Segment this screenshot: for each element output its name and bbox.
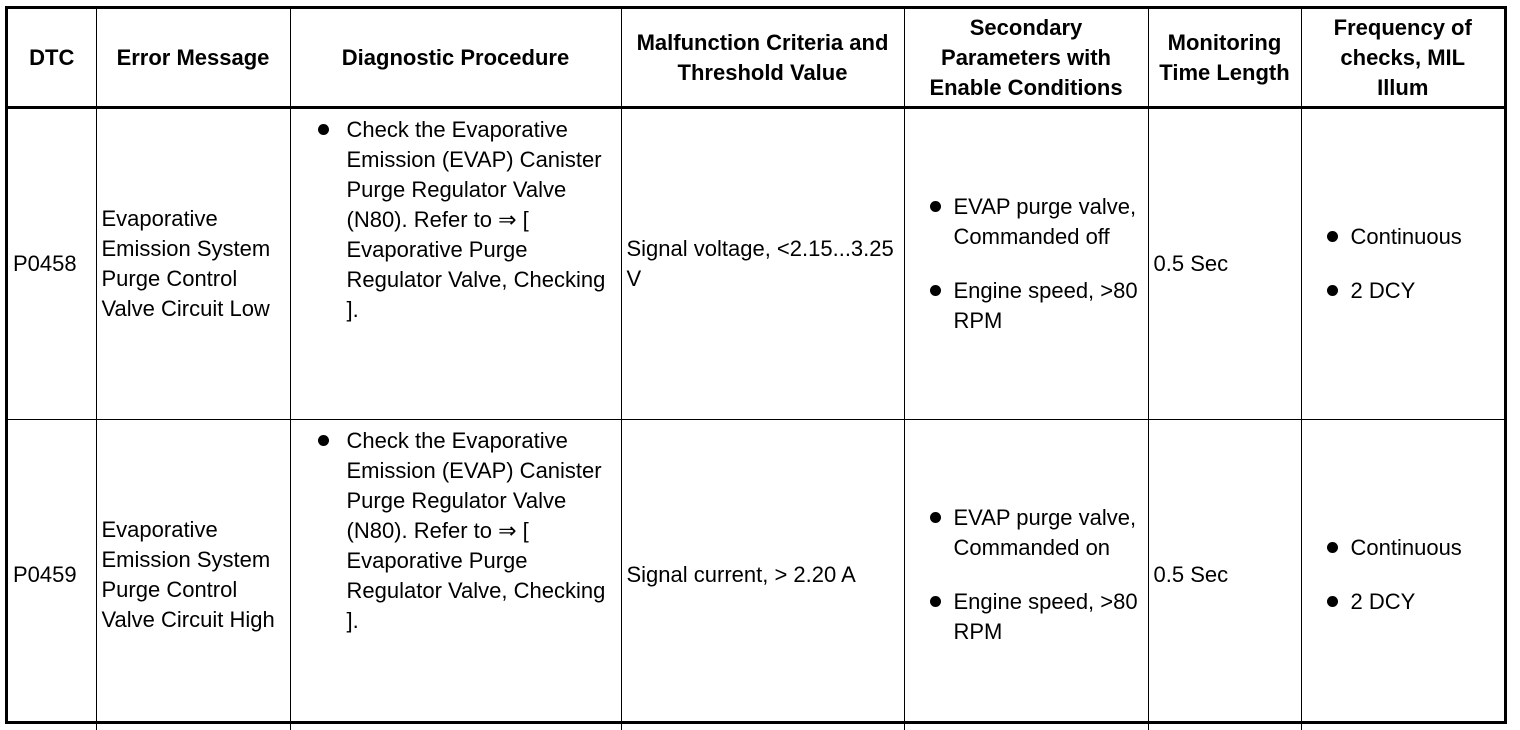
header-diagnostic-procedure: Diagnostic Procedure: [290, 9, 621, 108]
header-monitoring-time: Monitoring Time Length: [1148, 9, 1301, 108]
dtc-table: [8, 9, 1504, 730]
frequency-checks: [1301, 108, 1504, 420]
header-frequency: Frequency of checks, MIL Illum: [1301, 9, 1504, 108]
bullet-icon: [930, 201, 941, 212]
bullet-icon: [318, 124, 329, 135]
malfunction-criteria: Signal current, > 2.20 A: [621, 420, 904, 730]
monitoring-time: 0.5 Sec: [1148, 108, 1301, 420]
bullet-icon: [1327, 596, 1338, 607]
monitoring-time: 0.5 Sec: [1148, 420, 1301, 730]
bullet-icon: [930, 512, 941, 523]
frequency-checks: [1301, 420, 1504, 730]
error-message: Evaporative Emission System Purge Control Valve Circuit High: [96, 420, 290, 730]
header-malfunction-criteria: Malfunction Criteria and Threshold Value: [621, 9, 904, 108]
header-dtc: DTC: [8, 9, 96, 108]
error-message: Evaporative Emission System Purge Control Valve Circuit Low: [96, 108, 290, 420]
secondary-item: Engine speed, >80 RPM: [910, 276, 1148, 336]
bullet-icon: [318, 435, 329, 446]
dtc-code: P0459: [8, 420, 96, 730]
secondary-item: Engine speed, >80 RPM: [910, 587, 1148, 647]
header-secondary-parameters: Secondary Parameters with Enable Conditions: [904, 9, 1148, 108]
table-row: [8, 108, 1504, 420]
diagnostic-procedure: [290, 108, 621, 420]
bullet-icon: [1327, 542, 1338, 553]
bullet-icon: [930, 285, 941, 296]
frequency-item: 2 DCY: [1307, 276, 1505, 306]
secondary-parameters: [904, 108, 1148, 420]
secondary-item: EVAP purge valve, Commanded off: [910, 192, 1148, 252]
malfunction-criteria: Signal voltage, <2.15...3.25 V: [621, 108, 904, 420]
secondary-parameters: [904, 420, 1148, 730]
procedure-item: Check the Evaporative Emission (EVAP) Canister Purge Regulator Valve (N80). Refer to ⇒ [ Evaporative Purge Regulator Valve, Checking ].: [296, 115, 621, 325]
frequency-item: Continuous: [1307, 533, 1505, 563]
bullet-icon: [930, 596, 941, 607]
diagnostic-procedure: [290, 420, 621, 730]
dtc-code: P0458: [8, 108, 96, 420]
bullet-icon: [1327, 285, 1338, 296]
frequency-item: 2 DCY: [1307, 587, 1505, 617]
header-error-message: Error Message: [96, 9, 290, 108]
procedure-item: Check the Evaporative Emission (EVAP) Canister Purge Regulator Valve (N80). Refer to ⇒ [ Evaporative Purge Regulator Valve, Checking ].: [296, 426, 621, 636]
table-row: [8, 420, 1504, 730]
bullet-icon: [1327, 231, 1338, 242]
header-row: [8, 9, 1504, 108]
frequency-item: Continuous: [1307, 222, 1505, 252]
secondary-item: EVAP purge valve, Commanded on: [910, 503, 1148, 563]
dtc-table-frame: [5, 6, 1507, 724]
